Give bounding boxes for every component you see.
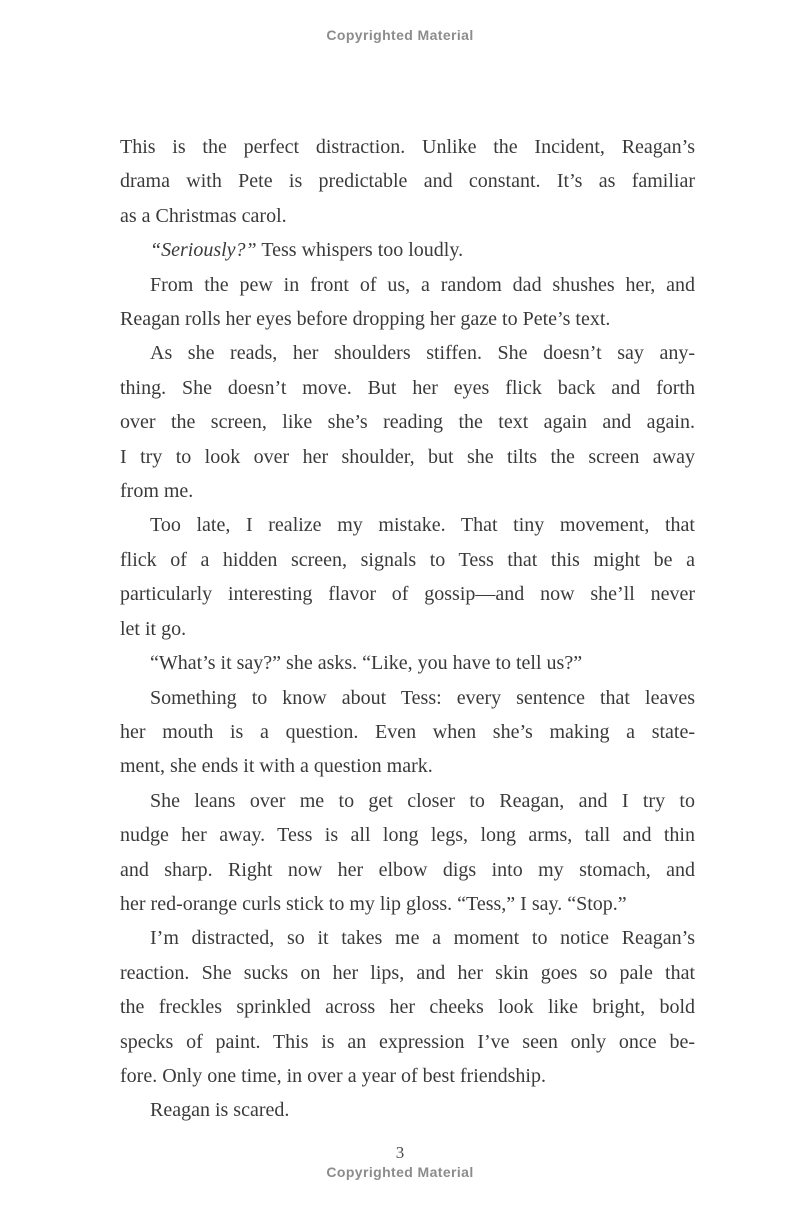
paragraph xyxy=(120,1093,695,1127)
text-line: nudge her away. Tess is all long legs, long arms, tall and thin xyxy=(120,824,695,847)
text-line: particularly interesting flavor of gossip—and now she’ll never xyxy=(120,583,695,606)
text-line: over the screen, like she’s reading the text again and again. xyxy=(120,411,695,434)
paragraph xyxy=(120,681,695,784)
copyright-watermark-top: Copyrighted Material xyxy=(326,27,474,43)
paragraph xyxy=(120,268,695,337)
text-line: the freckles sprinkled across her cheeks look like bright, bold xyxy=(120,996,695,1019)
paragraph xyxy=(120,336,695,508)
text-line: and sharp. Right now her elbow digs into my stomach, and xyxy=(120,858,695,881)
text-line: fore. Only one time, in over a year of best friendship. xyxy=(120,1064,546,1087)
text-line xyxy=(120,233,695,267)
text-line: From the pew in front of us, a random dad shushes her, and xyxy=(150,273,695,296)
text-line: reaction. She sucks on her lips, and her skin goes so pale that xyxy=(120,961,695,984)
text-line: specks of paint. This is an expression I’ve seen only once be- xyxy=(120,1030,695,1053)
paragraph xyxy=(120,130,695,233)
text-line: her mouth is a question. Even when she’s making a state- xyxy=(120,720,695,743)
text-line: let it go. xyxy=(120,617,187,640)
text-line: As she reads, her shoulders stiffen. She doesn’t say any- xyxy=(150,342,695,365)
book-text-block xyxy=(120,130,695,1128)
text-line: I’m distracted, so it takes me a moment to notice Reagan’s xyxy=(150,927,695,950)
text-line: ment, she ends it with a question mark. xyxy=(120,755,433,778)
italic-text-segment: “Seriously?” xyxy=(150,239,257,262)
text-line: drama with Pete is predictable and constant. It’s as familiar xyxy=(120,170,695,193)
text-line: She leans over me to get closer to Reagan, and I try to xyxy=(150,789,695,812)
paragraph xyxy=(120,233,695,267)
text-line: Reagan rolls her eyes before dropping her gaze to Pete’s text. xyxy=(120,308,611,331)
paragraph xyxy=(120,646,695,680)
text-line: her red-orange curls stick to my lip gloss. “Tess,” I say. “Stop.” xyxy=(120,892,627,915)
paragraph xyxy=(120,921,695,1093)
text-segment: Tess whispers too loudly. xyxy=(256,239,464,262)
paragraph xyxy=(120,784,695,922)
paragraph xyxy=(120,508,695,646)
text-line: Too late, I realize my mistake. That tiny movement, that xyxy=(150,514,695,537)
page-number: 3 xyxy=(395,1143,405,1162)
text-line: as a Christmas carol. xyxy=(120,204,287,227)
text-line: This is the perfect distraction. Unlike the Incident, Reagan’s xyxy=(120,136,695,158)
text-line: from me. xyxy=(120,480,194,503)
text-line: Reagan is scared. xyxy=(150,1099,290,1122)
copyright-watermark-bottom: Copyrighted Material xyxy=(326,1164,474,1180)
text-line: thing. She doesn’t move. But her eyes flick back and forth xyxy=(120,376,695,399)
text-line: Something to know about Tess: every sentence that leaves xyxy=(150,686,695,709)
text-line: I try to look over her shoulder, but she tilts the screen away xyxy=(120,445,695,468)
text-line: “What’s it say?” she asks. “Like, you have to tell us?” xyxy=(150,652,583,675)
text-line: flick of a hidden screen, signals to Tess that this might be a xyxy=(120,548,695,571)
